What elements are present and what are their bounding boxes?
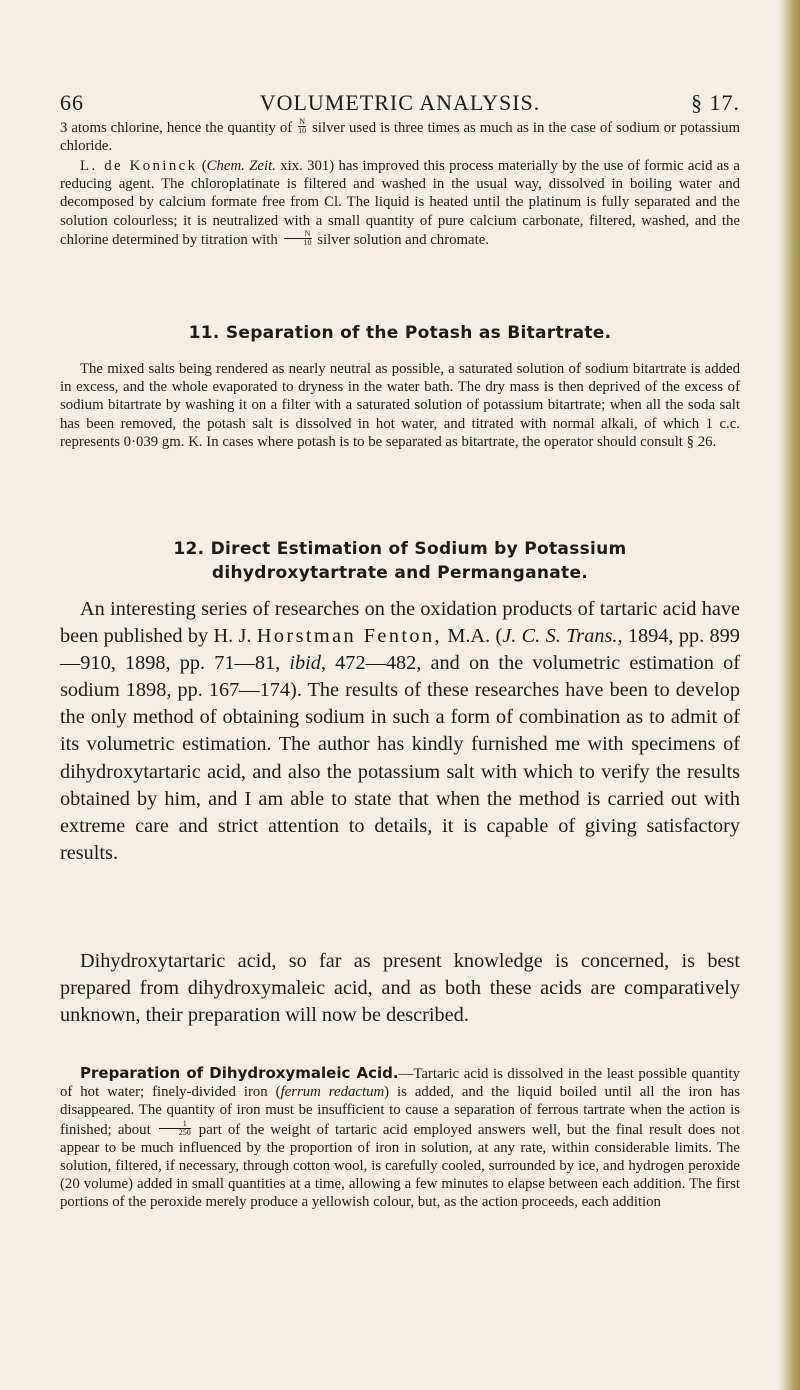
fraction-one-250: $\frac{1}{250}$ [159, 1120, 191, 1137]
running-title: VOLUMETRIC ANALYSIS. [259, 90, 541, 115]
section-12-paragraph-1: An interesting series of researches on the oxidation products of tartaric acid have been published by H. J. Horstman Fenton, M.A. (J. C. S. Trans., 1894, pp. 899—910, 1898, pp. 71—81, ibid, 472—482, and on the volumetric estimation of sodium 1898, pp. 167—174). The results of these researches have been to develop the only method of obtaining sodium in such a form of combination as to admit of its volumetric estimation. The author has kindly furnished me with specimens of dihydroxytartaric acid, and also the potassium salt with which to verify the results obtained by him, and I am able to state that when the method is carried out with extreme care and strict attention to details, it is capable of giving satisfactory results. [60, 598, 740, 864]
preparation-paragraph: Preparation of Dihydroxymaleic Acid.—Tartaric acid is dissolved in the least possible quantity of hot water; finely-divided iron (ferrum redactum) is added, and the liquid boiled until all the iron has disappeared. The quantity of iron must be insufficient to cause a separation of ferrous tartrate when the action is finished; about $\frac{1}{250}$ part of the weight of tartaric acid employed answers well, but the final result does not appear to be much influenced by the proportion of iron in solution, at any rate, within considerable limits. The solution, filtered, if necessary, through cotton wool, is carefully cooled, surrounded by ice, and hydrogen peroxide (20 volume) added in small quantities at a time, allowing a few minutes to elapse between each addition. The first portions of the peroxide merely produce a yellowish colour, but, as the action proceeds, each addition [60, 1064, 741, 1211]
section-12-heading-line2: dihydroxytartrate and Permanganate. [211, 563, 589, 583]
page-number: 66 [60, 90, 84, 115]
paragraph-de-koninck: L. de Koninck (Chem. Zeit. xix. 301) has improved this process materially by the use of formic acid as a reducing agent. The chloroplatinate is filtered and washed in the usual way, dissolved in boiling water and decomposed by calcium formate free from Cl. The liquid is heated until the platinum is fully separated and the solution colourless; it is neutralized with a small quantity of pure calcium carbonate, filtered, washed, and the chlorine determined by titration with $\frac{N}{10}$ silver solution and chromate. [60, 158, 740, 248]
author-name: Horstman Fenton, [256, 625, 442, 648]
preparation-heading: Preparation of Dihydroxymaleic Acid. [80, 1064, 399, 1082]
author-name: L. de Koninck [80, 158, 198, 174]
paragraph-continuation: 3 atoms chlorine, hence the quantity of $\frac{N}{10}$ silver used is three times as much as in the case of sodium or potassium chloride. [60, 117, 741, 155]
section-12-heading-line1: 12. Direct Estimation of Sodium by Potassium [173, 539, 627, 559]
fraction-n-tenth: $\frac{N}{10}$ [284, 230, 312, 247]
fraction-n-tenth: $\frac{N}{10}$ [298, 117, 307, 135]
page-edge-shading [778, 0, 800, 1390]
ferrum-term: ferrum redactum [280, 1084, 385, 1101]
section-11-text: The mixed salts being rendered as nearly neutral as possible, a saturated solution of sodium bitartrate is added in excess, and the whole evaporated to dryness in the water bath. The dry mass is then deprived of the excess of sodium bitartrate by washing it on a filter with a saturated solution of potassium bitartrate; when all the soda salt has been removed, the potash salt is dissolved in hot water, and titrated with normal alkali, of which 1 c.c. represents 0·039 gm. K. In cases where potash is to be separated as bitartrate, the operator should consult § 26. [60, 361, 740, 450]
section-11-heading: 11. Separation of the Potash as Bitartrate. [188, 323, 612, 343]
ibid-reference: ibid, [289, 652, 326, 675]
section-number: § 17. [691, 90, 740, 115]
section-12-paragraph-2: Dihydroxytartaric acid, so far as present knowledge is concerned, is best prepared from dihydroxymaleic acid, and as both these acids are comparatively unknown, their preparation will now be described. [60, 950, 740, 1027]
journal-reference: Chem. Zeit. [206, 158, 276, 174]
journal-reference: J. C. S. Trans., [502, 625, 623, 648]
